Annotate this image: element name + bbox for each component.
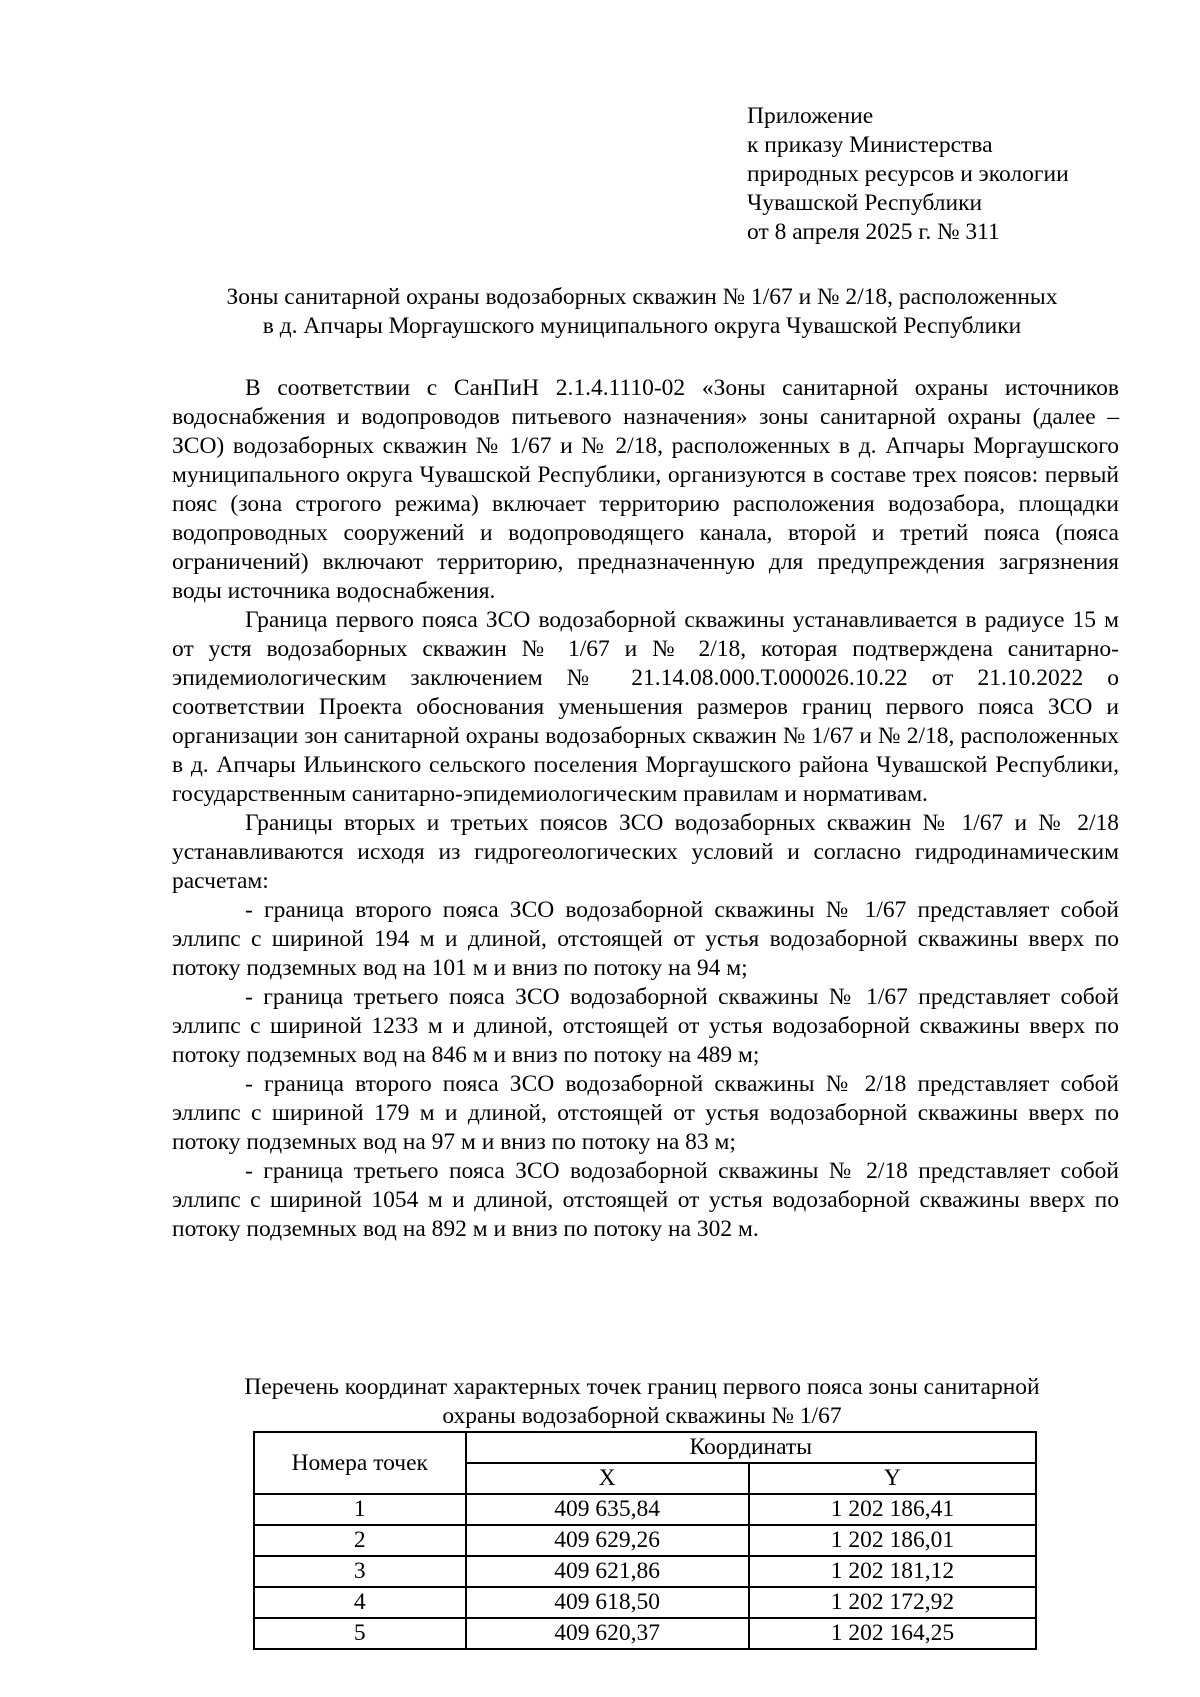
table-row xyxy=(254,1556,1036,1587)
coordinates-table xyxy=(253,1431,1037,1650)
cell-point-number: 1 xyxy=(254,1494,466,1525)
paragraph-belt-item: - граница второго пояса ЗСО водозаборной скважины № 2/18 представляет собой эллипс с шириной 179 м и длиной, отстоящей от устья водозаборной скважины вверх по потоку подземных вод на 97 м и вниз по потоку на 83 м; xyxy=(172,1071,1119,1155)
cell-y: 1 202 164,25 xyxy=(749,1618,1036,1649)
cell-y: 1 202 172,92 xyxy=(749,1587,1036,1618)
cell-y: 1 202 181,12 xyxy=(749,1556,1036,1587)
paragraph-belt-item: - граница третьего пояса ЗСО водозаборной скважины № 1/67 представляет собой эллипс с шириной 1233 м и длиной, отстоящей от устья водозаборной скважины вверх по потоку подземных вод на 846 м и вниз по потоку на 489 м; xyxy=(172,984,1119,1068)
appendix-line: от 8 апреля 2025 г. № 311 xyxy=(747,219,1000,245)
cell-point-number: 5 xyxy=(254,1618,466,1649)
table-title-line: охраны водозаборной скважины № 1/67 xyxy=(442,1403,842,1429)
table-row xyxy=(254,1587,1036,1618)
paragraph-intro: В соответствии с СанПиН 2.1.4.1110-02 «Зоны санитарной охраны источников водоснабжения и водопроводов питьевого назначения» зоны санитарной охраны (далее – ЗСО) водозаборных скважин № 1/67 и № 2/18, расположенных в д. Апчары Моргаушского муниципального округа Чувашской Республики, организуются в составе трех поясов: первый пояс (зона строгого режима) включает территорию расположения водозабора, площадки водопроводных сооружений и водопроводящего канала, второй и третий пояса (пояса ограничений) включают территорию, предназначенную для предупреждения загрязнения воды источника водоснабжения. xyxy=(172,375,1119,604)
title-line: в д. Апчары Моргаушского муниципального округа Чувашской Республики xyxy=(262,313,1022,339)
cell-x: 409 618,50 xyxy=(466,1587,749,1618)
appendix-line: к приказу Министерства xyxy=(747,132,993,158)
header-point-numbers: Номера точек xyxy=(254,1432,466,1494)
table-row xyxy=(254,1525,1036,1556)
table-title-line: Перечень координат характерных точек границ первого пояса зоны санитарной xyxy=(244,1374,1040,1400)
appendix-line: природных ресурсов и экологии xyxy=(747,161,1069,187)
cell-x: 409 629,26 xyxy=(466,1525,749,1556)
appendix-line: Приложение xyxy=(747,103,874,129)
paragraph-second-third-belts: Границы вторых и третьих поясов ЗСО водозаборных скважин № 1/67 и № 2/18 устанавливаются исходя из гидрогеологических условий и согласно гидродинамическим расчетам: xyxy=(172,810,1119,894)
cell-x: 409 621,86 xyxy=(466,1556,749,1587)
cell-point-number: 4 xyxy=(254,1587,466,1618)
header-x: X xyxy=(466,1463,749,1494)
cell-y: 1 202 186,01 xyxy=(749,1525,1036,1556)
document-title xyxy=(150,283,1134,341)
appendix-header xyxy=(747,102,1167,247)
cell-x: 409 635,84 xyxy=(466,1494,749,1525)
appendix-line: Чувашской Республики xyxy=(747,190,983,216)
paragraph-belt-item: - граница второго пояса ЗСО водозаборной скважины № 1/67 представляет собой эллипс с шириной 194 м и длиной, отстоящей от устья водозаборной скважины вверх по потоку подземных вод на 101 м и вниз по потоку на 94 м; xyxy=(172,897,1119,981)
paragraph-first-belt: Граница первого пояса ЗСО водозаборной скважины устанавливается в радиусе 15 м от устя водозаборных скважин № 1/67 и № 2/18, которая подтверждена санитарно-эпидемиологическим заключением № 21.14.08.000.Т.000026.10.22 от 21.10.2022 о соответствии Проекта обоснования уменьшения размеров границ первого пояса ЗСО и организации зон санитарной охраны водозаборных скважин № 1/67 и № 2/18, расположенных в д. Апчары Ильинского сельского поселения Моргаушского района Чувашской Республики, государственным санитарно-эпидемиологическим правилам и нормативам. xyxy=(172,607,1119,807)
header-coordinates: Координаты xyxy=(466,1432,1036,1463)
table-header-row xyxy=(254,1432,1036,1463)
cell-y: 1 202 186,41 xyxy=(749,1494,1036,1525)
table-row xyxy=(254,1618,1036,1649)
table-row xyxy=(254,1494,1036,1525)
cell-x: 409 620,37 xyxy=(466,1618,749,1649)
paragraph-belt-item: - граница третьего пояса ЗСО водозаборной скважины № 2/18 представляет собой эллипс с шириной 1054 м и длиной, отстоящей от устья водозаборной скважины вверх по потоку подземных вод на 892 м и вниз по потоку на 302 м. xyxy=(172,1158,1119,1242)
title-line: Зоны санитарной охраны водозаборных скважин № 1/67 и № 2/18, расположенных xyxy=(226,284,1058,310)
cell-point-number: 2 xyxy=(254,1525,466,1556)
document-body xyxy=(172,374,1119,1244)
table-title xyxy=(150,1373,1134,1431)
cell-point-number: 3 xyxy=(254,1556,466,1587)
header-y: Y xyxy=(749,1463,1036,1494)
